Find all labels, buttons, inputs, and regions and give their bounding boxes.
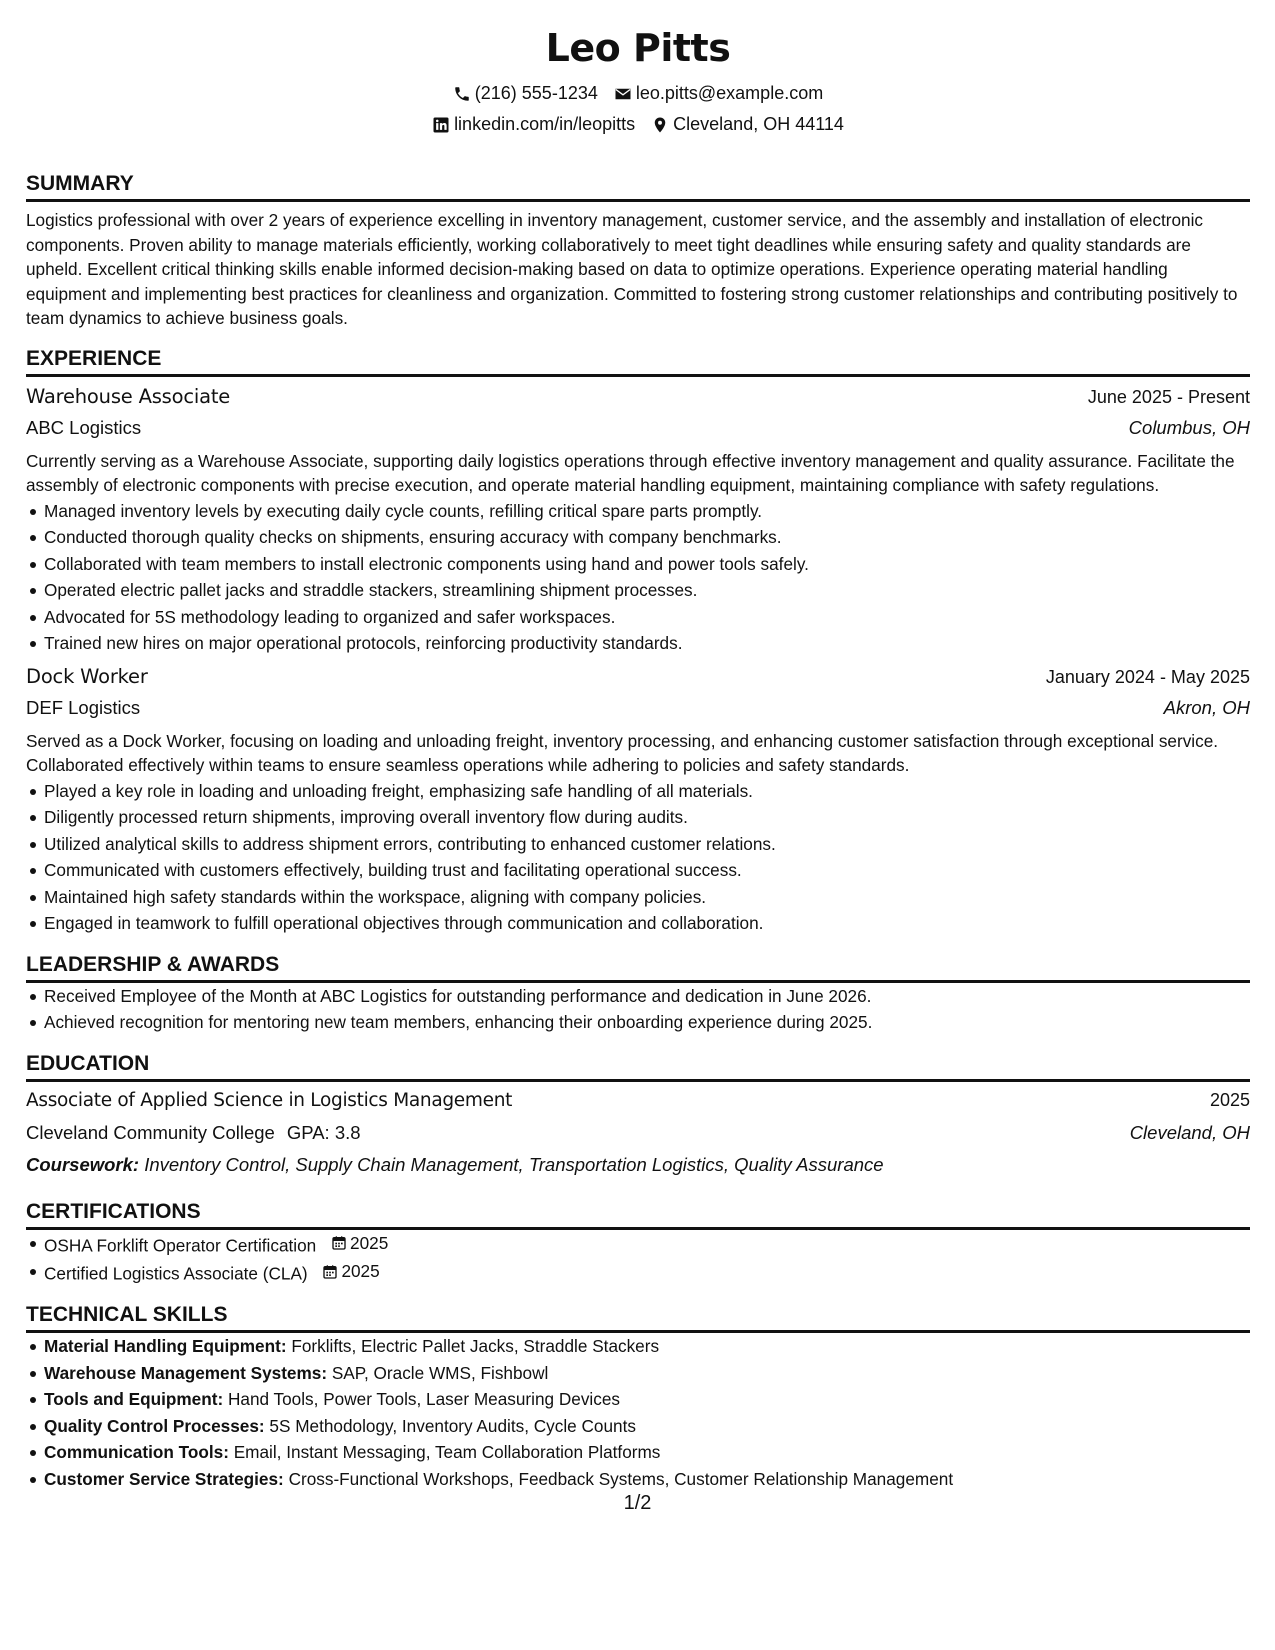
certification-list <box>26 1230 1250 1288</box>
list-item: Diligently processed return shipments, improving overall inventory flow during audits. <box>26 804 1250 831</box>
phone-text: (216) 555-1234 <box>474 83 598 103</box>
skill-item <box>26 1360 1250 1387</box>
skills-list <box>26 1333 1250 1492</box>
school-location: Cleveland, OH <box>1129 1121 1250 1143</box>
skill-label: Warehouse Management Systems: <box>44 1362 328 1383</box>
list-item: Received Employee of the Month at ABC Logistics for outstanding performance and dedication in June 2026. <box>26 983 1250 1010</box>
section-heading-experience: EXPERIENCE <box>26 347 1250 377</box>
certification-year: 2025 <box>350 1232 389 1253</box>
school-info <box>26 1122 361 1144</box>
skill-value: Hand Tools, Power Tools, Laser Measuring Devices <box>227 1389 620 1409</box>
job-location: Akron, OH <box>1163 696 1250 718</box>
job-subheader <box>26 697 1250 729</box>
gpa-text: GPA: 3.8 <box>286 1121 361 1143</box>
candidate-name: Leo Pitts <box>545 26 731 70</box>
skill-value: Cross-Functional Workshops, Feedback Systems, Customer Relationship Management <box>288 1468 954 1489</box>
skill-item <box>26 1466 1250 1493</box>
skill-item <box>26 1333 1250 1360</box>
section-heading-summary: SUMMARY <box>26 172 1250 202</box>
job-dates: January 2024 - May 2025 <box>1045 666 1250 687</box>
section-heading-certifications: CERTIFICATIONS <box>26 1200 1250 1230</box>
job-location: Columbus, OH <box>1128 416 1250 438</box>
job-entry <box>26 385 1250 657</box>
list-item: Trained new hires on major operational protocols, reinforcing productivity standards. <box>26 630 1250 657</box>
skill-label: Material Handling Equipment: <box>44 1336 287 1356</box>
linkedin-link[interactable]: linkedin.com/in/leopitts <box>454 114 636 134</box>
job-title: Warehouse Associate <box>26 384 231 408</box>
resume-page <box>26 0 1250 1492</box>
list-item: Maintained high safety standards within the workspace, aligning with company policies. <box>26 884 1250 911</box>
certification-name: OSHA Forklift Operator Certification <box>44 1234 317 1255</box>
contact-location <box>651 114 844 135</box>
job-company: ABC Logistics <box>26 416 142 438</box>
section-heading-leadership: LEADERSHIP & AWARDS <box>26 953 1250 983</box>
list-item: Engaged in teamwork to fulfill operational objectives through communication and collaboration. <box>26 910 1250 937</box>
section-heading-skills: TECHNICAL SKILLS <box>26 1303 1250 1333</box>
job-header <box>26 665 1250 697</box>
email-link[interactable]: leo.pitts@example.com <box>635 83 824 103</box>
contact-linkedin[interactable] <box>432 114 635 135</box>
education-subheader <box>26 1122 1250 1154</box>
job-subheader <box>26 417 1250 449</box>
list-item: Collaborated with team members to install electronic components using hand and power tools safely. <box>26 551 1250 578</box>
skill-label: Customer Service Strategies: <box>44 1468 284 1489</box>
contact-phone <box>453 83 598 104</box>
coursework-label: Coursework: <box>26 1153 140 1175</box>
degree-year: 2025 <box>1209 1089 1250 1110</box>
job-description: Currently serving as a Warehouse Associate, supporting daily logistics operations through effective inventory management and quality assurance. Facilitate the assembly of electronic components with precise execution, and operate material handling equipment, maintaining compliance with safety regulations. <box>26 450 1235 495</box>
contact-row-primary <box>26 78 1250 109</box>
skill-label: Communication Tools: <box>44 1442 229 1462</box>
skill-value: Email, Instant Messaging, Team Collaboration Platforms <box>233 1442 661 1462</box>
contact-row-secondary <box>26 109 1250 140</box>
list-item: Communicated with customers effectively, building trust and facilitating operational success. <box>26 857 1250 884</box>
list-item: Advocated for 5S methodology leading to organized and safer workspaces. <box>26 604 1250 631</box>
certification-date <box>331 1230 388 1257</box>
certification-year: 2025 <box>341 1261 380 1282</box>
job-title: Dock Worker <box>26 664 148 688</box>
list-item: Played a key role in loading and unloading freight, emphasizing safe handling of all materials. <box>26 778 1250 805</box>
list-item: Utilized analytical skills to address shipment errors, contributing to enhanced customer relations. <box>26 831 1250 858</box>
coursework <box>26 1154 1250 1184</box>
location-text: Cleveland, OH 44114 <box>673 114 844 134</box>
phone-icon <box>453 85 471 103</box>
list-item: Managed inventory levels by executing daily cycle counts, refilling critical spare parts promptly. <box>26 498 1250 525</box>
map-pin-icon <box>651 116 669 134</box>
list-item: Achieved recognition for mentoring new team members, enhancing their onboarding experience during 2025. <box>26 1009 1250 1036</box>
education-header <box>26 1090 1250 1122</box>
section-heading-education: EDUCATION <box>26 1052 1250 1082</box>
linkedin-icon <box>432 116 450 134</box>
certification-name: Certified Logistics Associate (CLA) <box>44 1263 308 1284</box>
skill-item <box>26 1439 1250 1466</box>
calendar-icon <box>322 1264 338 1280</box>
list-item: Conducted thorough quality checks on shipments, ensuring accuracy with company benchmarks. <box>26 524 1250 551</box>
list-item: Operated electric pallet jacks and straddle stackers, streamlining shipment processes. <box>26 577 1250 604</box>
job-bullets <box>26 778 1250 937</box>
coursework-list: Inventory Control, Supply Chain Management, Transportation Logistics, Quality Assurance <box>144 1153 884 1175</box>
page-number: 1/2 <box>623 1492 652 1514</box>
job-entry <box>26 665 1250 937</box>
certification-item <box>26 1258 1250 1287</box>
job-header <box>26 385 1250 417</box>
skill-value: SAP, Oracle WMS, Fishbowl <box>331 1362 549 1383</box>
job-company: DEF Logistics <box>26 696 141 718</box>
certification-date <box>322 1258 379 1285</box>
summary-text: Logistics professional with over 2 years of experience excelling in inventory management, customer service, and the assembly and installation of electronic components. Proven ability to manage materials efficiently, working collaboratively to meet tight deadlines while ensuring safety and quality standards are upheld. Excellent critical thinking skills enable informed decision-making based on data to optimize operations. Experience operating material handling equipment and implementing best practices for cleanliness and organization. Committed to fostering strong customer relationships and contributing positively to team dynamics to achieve business goals. <box>26 210 1238 328</box>
contact-email[interactable] <box>614 83 823 104</box>
job-description: Served as a Dock Worker, focusing on loading and unloading freight, inventory processing, and enhancing customer satisfaction through exceptional service. Collaborated effectively within teams to ensure seamless operations while adhering to policies and safety standards. <box>26 730 1219 775</box>
degree-title: Associate of Applied Science in Logistics Management <box>26 1089 513 1111</box>
skill-label: Tools and Equipment: <box>44 1389 224 1409</box>
envelope-icon <box>614 85 632 103</box>
calendar-icon <box>331 1235 347 1251</box>
skill-item <box>26 1386 1250 1413</box>
job-bullets <box>26 498 1250 657</box>
school-name: Cleveland Community College <box>26 1121 275 1143</box>
skill-value: 5S Methodology, Inventory Audits, Cycle Counts <box>269 1415 636 1436</box>
skill-item <box>26 1413 1250 1440</box>
job-dates: June 2025 - Present <box>1087 386 1250 407</box>
skill-label: Quality Control Processes: <box>44 1415 265 1436</box>
leadership-list <box>26 983 1250 1036</box>
certification-item <box>26 1230 1250 1259</box>
skill-value: Forklifts, Electric Pallet Jacks, Straddle Stackers <box>291 1336 660 1356</box>
